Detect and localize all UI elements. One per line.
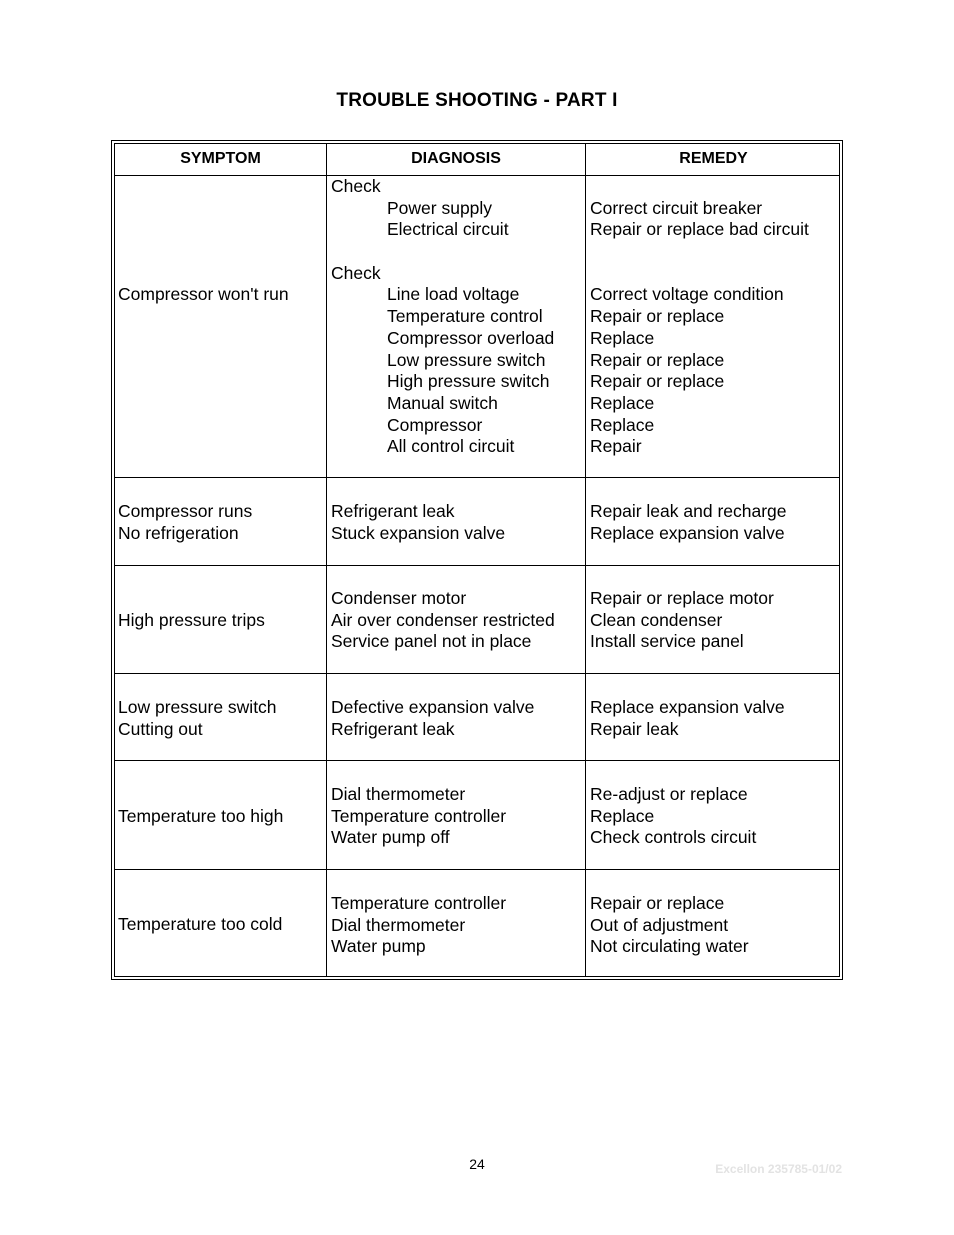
- table-row-3-diagnosis: [331, 588, 555, 653]
- remedy-line: Repair or replace: [590, 893, 725, 913]
- remedy-line: Repair: [590, 436, 642, 457]
- table-row-6-symptom: [118, 914, 282, 936]
- table-row-3-symptom: [118, 610, 265, 632]
- remedy-line: Clean condenser: [590, 609, 723, 630]
- remedy-line: Replace: [590, 805, 655, 826]
- diagnosis-line: Temperature control: [387, 306, 543, 327]
- remedy-line: Install service panel: [590, 631, 744, 652]
- page-title: TROUBLE SHOOTING - PART I: [336, 90, 618, 111]
- troubleshooting-table: [111, 140, 843, 980]
- document-id: Excellon 235785-01/02: [715, 1162, 842, 1176]
- table-row-3-remedy: [590, 588, 774, 653]
- diagnosis-line: Power supply: [387, 197, 493, 218]
- table-row-5-symptom: [118, 806, 283, 828]
- diagnosis-line: Temperature controller: [331, 893, 507, 913]
- diagnosis-line: Manual switch: [387, 392, 498, 413]
- table-row-6-remedy: [590, 893, 749, 958]
- remedy-line: Re-adjust or replace: [590, 784, 748, 804]
- symptom-line: Temperature too high: [118, 806, 284, 826]
- diagnosis-line: Dial thermometer: [331, 914, 466, 935]
- column-divider: [326, 144, 327, 976]
- remedy-line: Replace expansion valve: [590, 522, 785, 543]
- diagnosis-line: Check: [331, 262, 381, 283]
- table-row-1-diagnosis: [331, 176, 554, 458]
- diagnosis-line: Dial thermometer: [331, 784, 466, 804]
- diagnosis-line: Air over condenser restricted: [331, 609, 555, 630]
- table-row-5-diagnosis: [331, 784, 506, 849]
- symptom-line: No refrigeration: [118, 522, 239, 543]
- remedy-line: Repair or replace: [590, 371, 725, 392]
- diagnosis-line: Line load voltage: [387, 284, 520, 305]
- diagnosis-line: Stuck expansion valve: [331, 522, 506, 543]
- remedy-line: Out of adjustment: [590, 914, 729, 935]
- row-divider: [115, 477, 839, 478]
- row-divider: [115, 869, 839, 870]
- remedy-line: Repair or replace motor: [590, 588, 774, 608]
- row-divider: [115, 565, 839, 566]
- header-remedy: REMEDY: [679, 150, 748, 167]
- diagnosis-line: Electrical circuit: [387, 219, 509, 240]
- symptom-line: Compressor won't run: [118, 284, 289, 304]
- table-row-5-remedy: [590, 784, 756, 849]
- remedy-line: [590, 176, 809, 198]
- remedy-line: Repair leak and recharge: [590, 501, 787, 521]
- table-row-2-remedy: [590, 501, 787, 544]
- row-divider: [115, 673, 839, 674]
- table-row-1-symptom: [118, 284, 289, 306]
- symptom-line: Cutting out: [118, 718, 203, 739]
- diagnosis-line: Defective expansion valve: [331, 697, 535, 717]
- table-row-4-remedy: [590, 697, 785, 740]
- remedy-line: [590, 263, 809, 285]
- remedy-line: Replace: [590, 327, 655, 348]
- row-divider: [115, 760, 839, 761]
- diagnosis-line: [331, 241, 554, 263]
- remedy-line: Not circulating water: [590, 936, 749, 957]
- remedy-line: Replace: [590, 414, 655, 435]
- table-row-2-diagnosis: [331, 501, 505, 544]
- remedy-line: Repair or replace: [590, 349, 725, 370]
- page-number: 24: [469, 1156, 485, 1172]
- diagnosis-line: Water pump off: [331, 827, 450, 848]
- remedy-line: Repair or replace bad circuit: [590, 219, 809, 240]
- table-row-1-remedy: [590, 176, 809, 458]
- table-row-6-diagnosis: [331, 893, 506, 958]
- symptom-line: Low pressure switch: [118, 697, 277, 717]
- header-symptom: SYMPTOM: [180, 150, 261, 167]
- symptom-line: Compressor runs: [118, 501, 253, 521]
- remedy-line: Check controls circuit: [590, 827, 757, 848]
- diagnosis-line: Refrigerant leak: [331, 501, 455, 521]
- diagnosis-line: Temperature controller: [331, 805, 507, 826]
- table-row-4-diagnosis: [331, 697, 534, 740]
- remedy-line: Correct circuit breaker: [590, 197, 763, 218]
- diagnosis-line: Compressor: [387, 414, 483, 435]
- diagnosis-line: Service panel not in place: [331, 631, 532, 652]
- remedy-line: Replace: [590, 392, 655, 413]
- remedy-line: Correct voltage condition: [590, 284, 784, 305]
- diagnosis-line: Water pump: [331, 936, 426, 957]
- diagnosis-line: Refrigerant leak: [331, 718, 455, 739]
- diagnosis-line: Compressor overload: [387, 327, 555, 348]
- table-row-4-symptom: [118, 697, 277, 740]
- diagnosis-line: Condenser motor: [331, 588, 467, 608]
- header-diagnosis: DIAGNOSIS: [411, 150, 501, 167]
- remedy-line: Replace expansion valve: [590, 697, 785, 717]
- diagnosis-line: All control circuit: [387, 436, 515, 457]
- diagnosis-line: High pressure switch: [387, 371, 550, 392]
- diagnosis-line: Check: [331, 176, 381, 196]
- remedy-line: [590, 241, 809, 263]
- column-divider: [585, 144, 586, 976]
- symptom-line: Temperature too cold: [118, 914, 283, 934]
- table-row-2-symptom: [118, 501, 252, 544]
- table-inner-border: [114, 143, 840, 977]
- symptom-line: High pressure trips: [118, 610, 265, 630]
- remedy-line: Repair or replace: [590, 306, 725, 327]
- remedy-line: Repair leak: [590, 718, 679, 739]
- diagnosis-line: Low pressure switch: [387, 349, 546, 370]
